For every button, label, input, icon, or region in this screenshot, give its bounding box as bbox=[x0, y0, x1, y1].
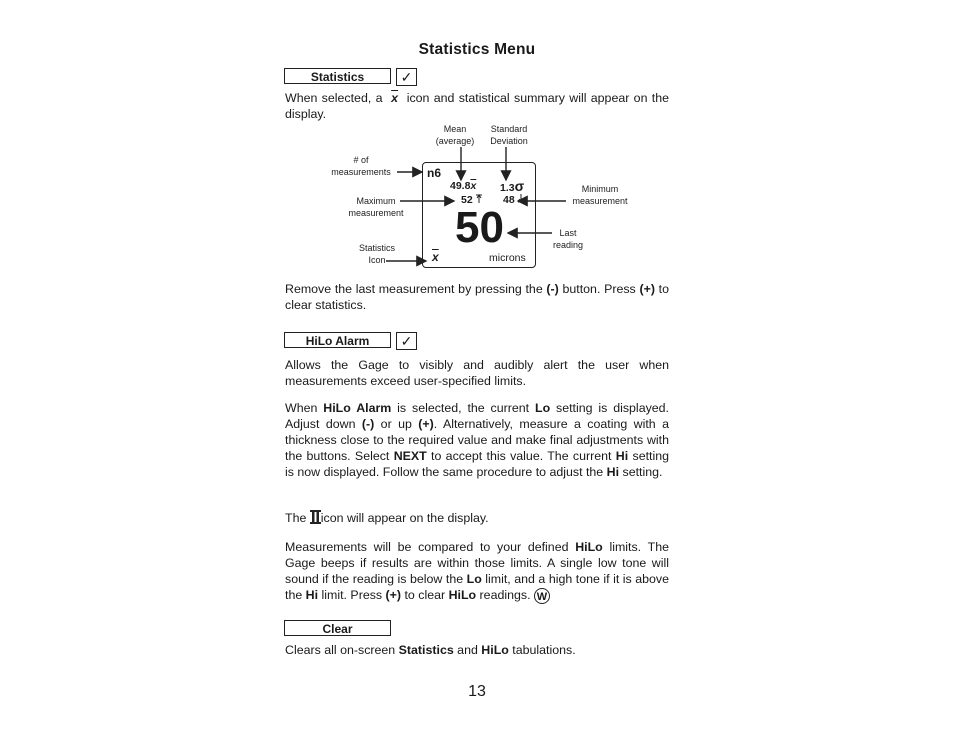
clear-menu-item[interactable]: Clear bbox=[284, 620, 391, 636]
hilo-para-4: Measurements will be compared to your defined HiLo limits. The Gage beeps if results are within those limits. A single low tone will sound if the reading is below the Lo limit, and a high tone if it is above the Hi limit. Press (+) to clear HiLo readings. W bbox=[285, 540, 669, 603]
hilo-para-1: Allows the Gage to visibly and audibly alert the user when measurements exceed user-specified limits. bbox=[285, 358, 669, 388]
statistics-description: When selected, a $\overline{x}$ icon and statistical summary will appear on the display. bbox=[285, 91, 669, 121]
display-diagram bbox=[0, 0, 954, 280]
statistics-menu-item[interactable]: Statistics bbox=[284, 68, 391, 84]
mean-xbar-icon: $\overline{x}$ bbox=[470, 180, 477, 192]
page-title: Statistics Menu bbox=[418, 41, 536, 58]
mean-readout: $49.8\overline{x}$ bbox=[450, 180, 477, 192]
w-circle-icon: W bbox=[534, 588, 550, 604]
label-standard-deviation: Standard Deviation bbox=[490, 124, 528, 146]
hilo-para-2: When HiLo Alarm is selected, the current Lo setting is displayed. Adjust down (-) or up (+). Alternatively, measure a coating with a thickness close to the required value and make final adjustments with the buttons. Select NEXT to accept this value. The current Hi setting is now displayed. Follow the same procedure to adjust the Hi setting. bbox=[285, 401, 670, 479]
label-maximum: Maximum measurement bbox=[348, 196, 404, 218]
clear-description: Clears all on-screen Statistics and HiLo tabulations. bbox=[285, 643, 576, 657]
statistics-checkbox[interactable]: ✓ bbox=[396, 68, 417, 86]
reading-value: 50 bbox=[455, 203, 504, 252]
sd-readout: 1.3σ bbox=[500, 178, 525, 194]
page-number: 13 bbox=[468, 683, 486, 700]
hilo-icon bbox=[310, 510, 321, 524]
hilo-alarm-menu-item[interactable]: HiLo Alarm bbox=[284, 332, 391, 348]
min-readout: 48 bbox=[503, 194, 524, 206]
xbar-icon: $\overline{x}$ bbox=[391, 91, 399, 105]
statistics-xbar-icon: $\overline{x}$ bbox=[432, 250, 439, 264]
label-count: # of measurements bbox=[331, 155, 391, 177]
hilo-checkbox[interactable]: ✓ bbox=[396, 332, 417, 350]
label-mean: Mean (average) bbox=[435, 124, 475, 146]
hilo-para-3: The icon will appear on the display. bbox=[285, 511, 489, 525]
label-last-reading: Last reading bbox=[552, 228, 584, 250]
label-minimum: Minimum measurement bbox=[572, 184, 628, 206]
max-readout: 52 bbox=[461, 194, 482, 206]
label-statistics-icon: Statistics Icon bbox=[358, 243, 395, 265]
sigma-icon: σ bbox=[514, 178, 525, 194]
units-label: microns bbox=[489, 252, 526, 264]
callout-arrows bbox=[0, 0, 954, 280]
remove-instructions: Remove the last measurement by pressing the (-) button. Press (+) to clear statistics. bbox=[285, 282, 669, 312]
count-value: n6 bbox=[427, 166, 442, 180]
